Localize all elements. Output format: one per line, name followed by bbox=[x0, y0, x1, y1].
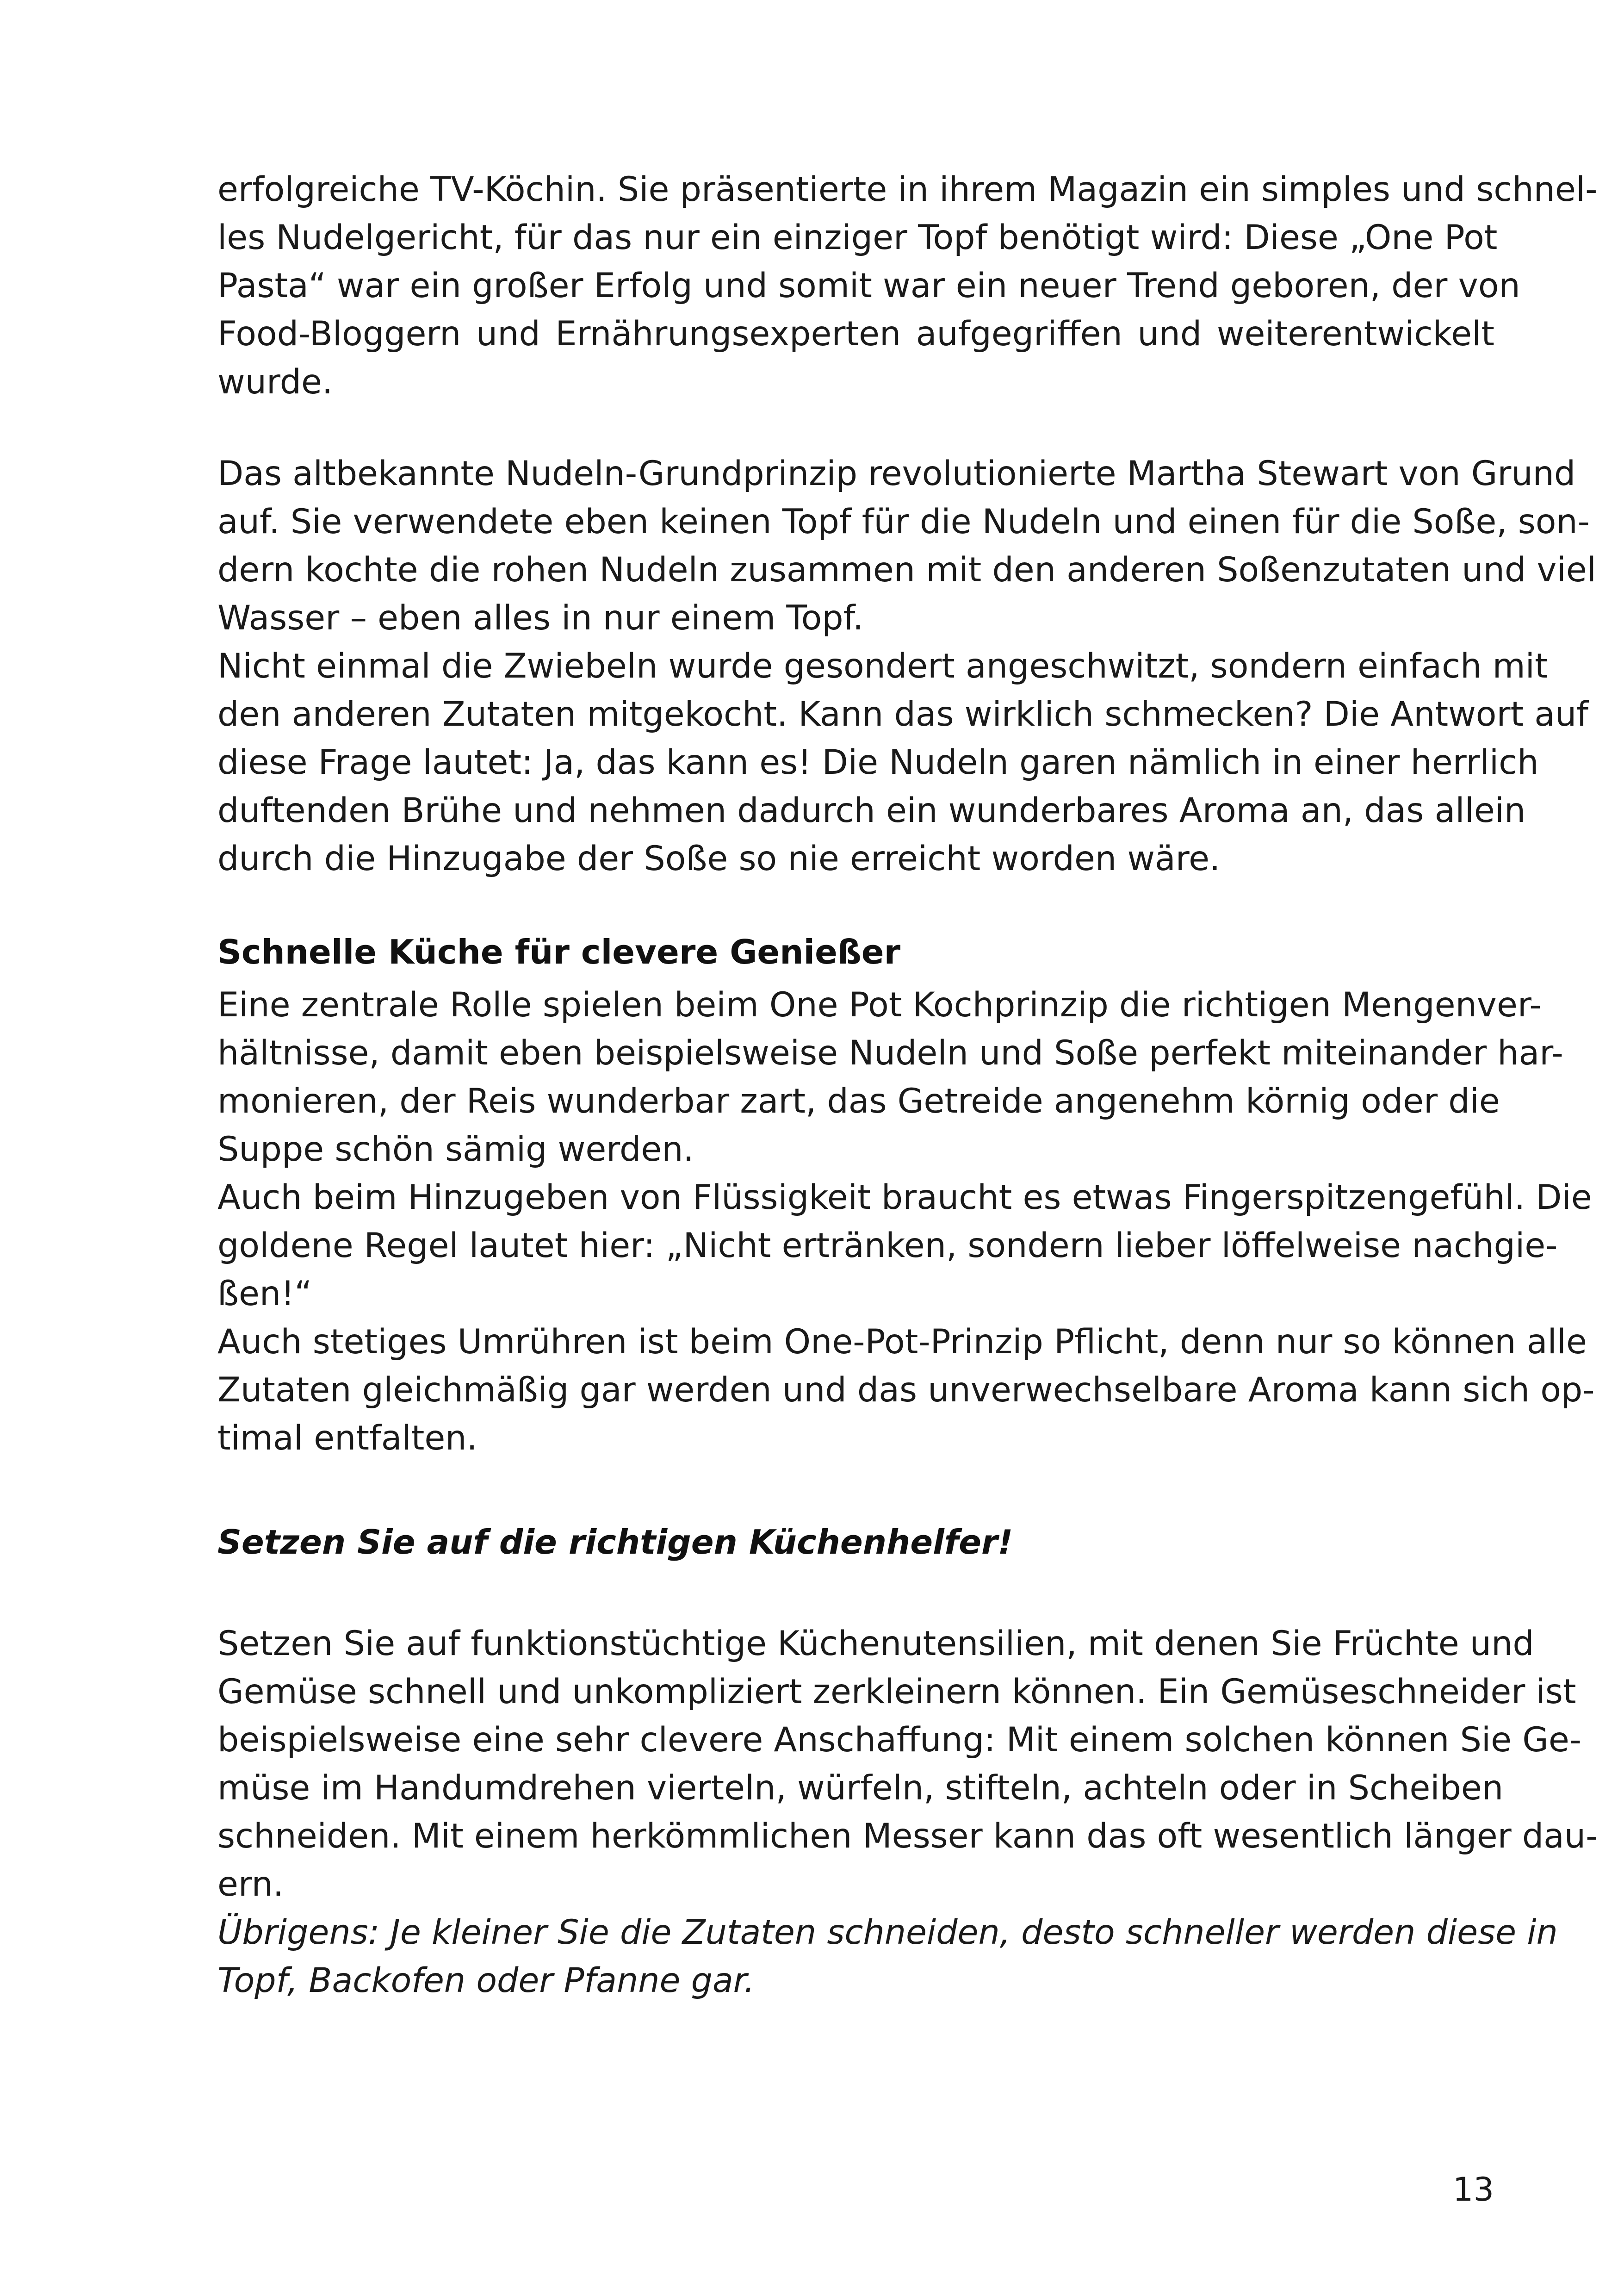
paragraph-kochprinzip bbox=[217, 981, 1595, 1462]
text-line: den anderen Zutaten mitgekocht. Kann das wirklich schmecken? Die Antwort auf bbox=[217, 695, 1588, 734]
text-line: goldene Regel lautet hier: „Nicht ertränken, sondern lieber löffelweise nachgie- bbox=[217, 1226, 1558, 1265]
text-line: Auch beim Hinzugeben von Flüssigkeit braucht es etwas Fingerspitzengefühl. Die bbox=[217, 1178, 1592, 1217]
text-line: beispielsweise eine sehr clevere Anschaffung: Mit einem solchen können Sie Ge- bbox=[217, 1720, 1582, 1760]
text-line: müse im Handumdrehen vierteln, würfeln, stifteln, achteln oder in Scheiben bbox=[217, 1768, 1504, 1808]
text-line: Nicht einmal die Zwiebeln wurde gesondert angeschwitzt, sondern einfach mit bbox=[217, 647, 1548, 686]
text-line: hältnisse, damit eben beispielsweise Nudeln und Soße perfekt miteinander har- bbox=[217, 1033, 1563, 1073]
text-line: Auch stetiges Umrühren ist beim One-Pot-Prinzip Pflicht, denn nur so können alle bbox=[217, 1322, 1587, 1362]
text-line: Eine zentrale Rolle spielen beim One Pot Kochprinzip die richtigen Mengenver- bbox=[217, 985, 1542, 1025]
text-line: dern kochte die rohen Nudeln zusammen mit den anderen Soßenzutaten und viel bbox=[217, 550, 1597, 590]
paragraph-kuechenhelfer bbox=[217, 1620, 1598, 2005]
text-line: erfolgreiche TV-Köchin. Sie präsentierte in ihrem Magazin ein simples und schnel- bbox=[217, 170, 1598, 209]
text-line: duftenden Brühe und nehmen dadurch ein wunderbares Aroma an, das allein bbox=[217, 791, 1526, 830]
section-heading-italic: Setzen Sie auf die richtigen Küchenhelfer! bbox=[217, 1523, 1013, 1562]
text-line: Zutaten gleichmäßig gar werden und das unverwechselbare Aroma kann sich op- bbox=[217, 1370, 1595, 1410]
paragraph-intro bbox=[217, 166, 1598, 406]
text-line: schneiden. Mit einem herkömmlichen Messer kann das oft wesentlich länger dau- bbox=[217, 1817, 1598, 1856]
text-line: diese Frage lautet: Ja, das kann es! Die Nudeln garen nämlich in einer herrlich bbox=[217, 743, 1539, 782]
text-line: Suppe schön sämig werden. bbox=[217, 1130, 694, 1169]
text-line: Das altbekannte Nudeln-Grundprinzip revolutionierte Martha Stewart von Grund bbox=[217, 454, 1576, 493]
text-line: Setzen Sie auf funktionstüchtige Küchenutensilien, mit denen Sie Früchte und bbox=[217, 1624, 1534, 1663]
text-line: les Nudelgericht, für das nur ein einziger Topf benötigt wird: Diese „One Pot bbox=[217, 218, 1498, 257]
text-line-italic: Übrigens: Je kleiner Sie die Zutaten schneiden, desto schneller werden diese in bbox=[217, 1913, 1558, 1952]
text-line: ßen!“ bbox=[217, 1274, 312, 1313]
text-line: Gemüse schnell und unkompliziert zerkleinern können. Ein Gemüseschneider ist bbox=[217, 1672, 1576, 1711]
page-number: 13 bbox=[1452, 2171, 1494, 2209]
section-heading: Schnelle Küche für clevere Genießer bbox=[217, 933, 901, 971]
text-line: auf. Sie verwendete eben keinen Topf für die Nudeln und einen für die Soße, son- bbox=[217, 502, 1590, 541]
text-line: timal entfalten. bbox=[217, 1419, 477, 1458]
text-line: durch die Hinzugabe der Soße so nie erreicht worden wäre. bbox=[217, 839, 1221, 878]
text-line-italic: Topf, Backofen oder Pfanne gar. bbox=[217, 1961, 755, 2000]
text-line: ern. bbox=[217, 1865, 284, 1904]
paragraph-martha-stewart bbox=[217, 450, 1597, 883]
text-line: Pasta“ war ein großer Erfolg und somit war ein neuer Trend geboren, der von bbox=[217, 266, 1520, 305]
text-line: Food-Bloggern und Ernährungsexperten aufgegriffen und weiterentwickelt bbox=[217, 314, 1494, 354]
text-line: Wasser – eben alles in nur einem Topf. bbox=[217, 598, 864, 638]
text-line: monieren, der Reis wunderbar zart, das Getreide angenehm körnig oder die bbox=[217, 1082, 1500, 1121]
text-line: wurde. bbox=[217, 362, 333, 402]
